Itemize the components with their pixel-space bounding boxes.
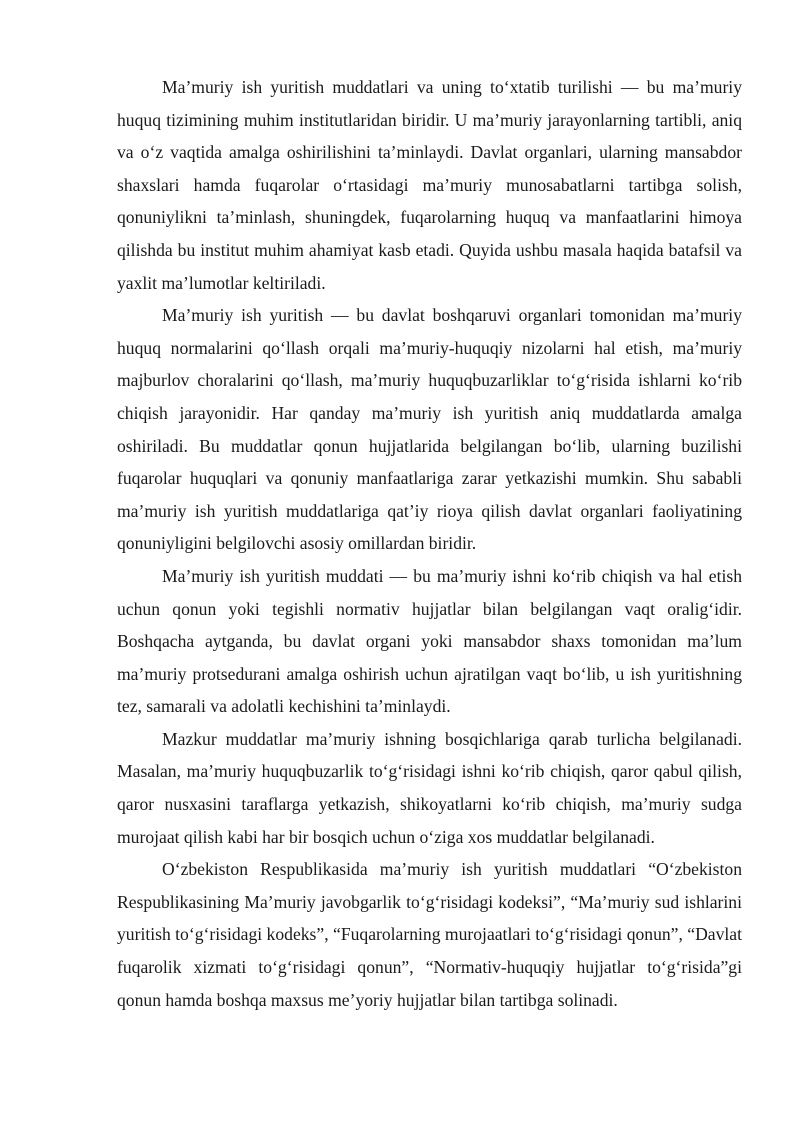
paragraph: Ma’muriy ish yuritish muddati — bu ma’muriy ishni ko‘rib chiqish va hal etish uchun qonun yoki tegishli normativ hujjatlar bilan belgilangan vaqt oralig‘idir. Boshqacha aytganda, bu davlat organi yoki mansabdor shaxs tomonidan ma’lum ma’muriy protsedurani amalga oshirish uchun ajratilgan vaqt bo‘lib, u ish yuritishning tez, samarali va adolatli kechishini ta’minlaydi. — [117, 565, 742, 717]
paragraph: Mazkur muddatlar ma’muriy ishning bosqichlariga qarab turlicha belgilanadi. Masalan, ma’muriy huquqbuzarlik to‘g‘risidagi ishni ko‘rib chiqish, qaror qabul qilish, qaror nusxasini taraflarga yetkazish, shikoyatlarni ko‘rib chiqish, ma’muriy sudga murojaat qilish kabi har bir bosqich uchun o‘ziga xos muddatlar belgilanadi. — [117, 728, 742, 847]
paragraph: Ma’muriy ish yuritish muddatlari va uning to‘xtatib turilishi — bu ma’muriy huquq tizimining muhim institutlaridan biridir. U ma’muriy jarayonlarning tartibli, aniq va o‘z vaqtida amalga oshirilishini ta’minlaydi. Davlat organlari, ularning mansabdor shaxslari hamda fuqarolar o‘rtasidagi ma’muriy munosabatlarni tartibga solish, qonuniylikni ta’minlash, shuningdek, fuqarolarning huquq va manfaatlarini himoya qilishda bu institut muhim ahamiyat kasb etadi. Quyida ushbu masala haqida batafsil va yaxlit ma’lumotlar keltiriladi. — [117, 77, 742, 293]
paragraph: O‘zbekiston Respublikasida ma’muriy ish yuritish muddatlari “O‘zbekiston Respublikasining Ma’muriy javobgarlik to‘g‘risidagi kodeksi”, “Ma’muriy sud ishlarini yuritish to‘g‘risidagi kodeks”, “Fuqarolarning murojaatlari to‘g‘risidagi qonun”, “Davlat fuqarolik xizmati to‘g‘risidagi qonun”, “Normativ-huquqiy hujjatlar to‘g‘risida”gi qonun hamda boshqa maxsus me’yoriy hujjatlar bilan tartibga solinadi. — [117, 859, 742, 1010]
document-body — [117, 71, 742, 1016]
paragraph: Ma’muriy ish yuritish — bu davlat boshqaruvi organlari tomonidan ma’muriy huquq normalarini qo‘llash orqali ma’muriy-huquqiy nizolarni hal etish, ma’muriy majburlov choralarini qo‘llash, ma’muriy huquqbuzarliklar to‘g‘risida ishlarni ko‘rib chiqish jarayonidir. Har qanday ma’muriy ish yuritish aniq muddatlarda amalga oshiriladi. Bu muddatlar qonun hujjatlarida belgilangan bo‘lib, ularning buzilishi fuqarolar huquqlari va qonuniy manfaatlariga zarar yetkazishi mumkin. Shu sababli ma’muriy ish yuritish muddatlariga qat’iy rioya qilish davlat organlari faoliyatining qonuniyligini belgilovchi asosiy omillardan biridir. — [117, 305, 742, 554]
